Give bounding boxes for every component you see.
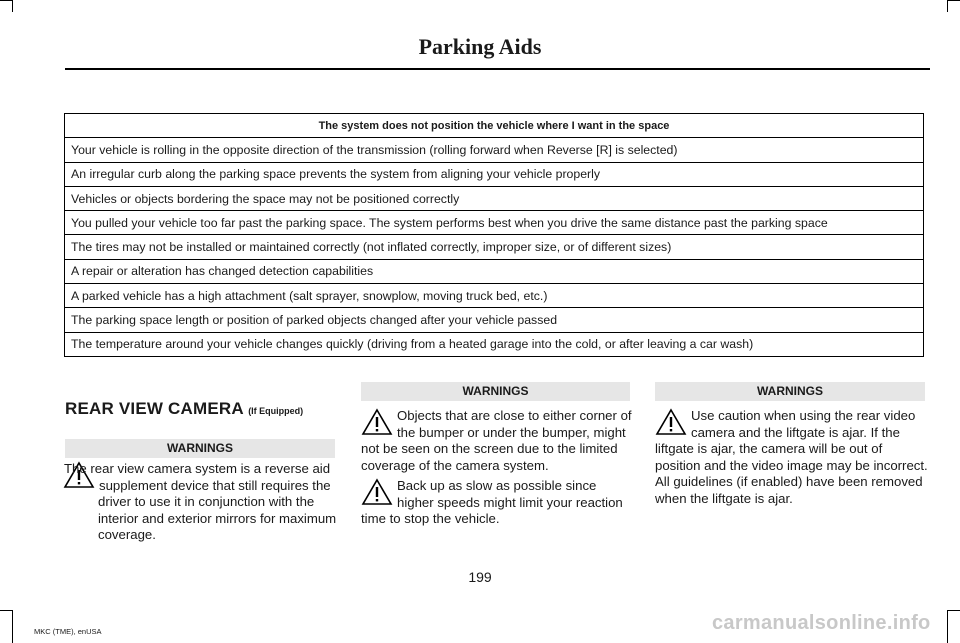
warning-text: Objects that are close to either corner of the bumper or under the bumper, might not be seen on the screen due to the limited coverage of the camera system. bbox=[361, 408, 632, 473]
table-row: Your vehicle is rolling in the opposite direction of the transmission (rolling forward when Reverse [R] is selected) bbox=[65, 138, 924, 162]
table-row: You pulled your vehicle too far past the parking space. The system performs best when you drive the same distance past the parking space bbox=[65, 211, 924, 235]
section-qualifier: (If Equipped) bbox=[248, 406, 304, 416]
table-row: The temperature around your vehicle changes quickly (driving from a heated garage into the cold, or after leaving a car wash) bbox=[65, 332, 924, 356]
table-row: A repair or alteration has changed detection capabilities bbox=[65, 259, 924, 283]
warnings-bar: WARNINGS bbox=[65, 439, 335, 458]
page-title: Parking Aids bbox=[418, 34, 542, 59]
document-id: MKC (TME), enUSA bbox=[34, 627, 102, 636]
warnings-bar: WARNINGS bbox=[655, 382, 925, 401]
warning-text: Use caution when using the rear video camera and the liftgate is ajar. If the liftgate is ajar, the camera will be out of position and the video image may be incorrect. All guidelines (if enabled) have been removed when the liftgate is ajar. bbox=[655, 408, 928, 506]
warning-triangle-icon bbox=[361, 408, 393, 436]
watermark: carmanualsonline.info bbox=[712, 612, 931, 634]
warning-paragraph bbox=[655, 408, 929, 508]
crop-mark bbox=[12, 0, 13, 12]
crop-mark bbox=[0, 0, 12, 1]
warning-text: Back up as slow as possible since higher speeds might limit your reaction time to stop the vehicle. bbox=[361, 478, 623, 527]
crop-mark bbox=[947, 610, 948, 643]
page-number: 199 bbox=[468, 569, 492, 585]
warning-text: The rear view camera system is a reverse aid supplement device that still requires the driver to use it in conjunction with the interior and exterior mirrors for maximum coverage. bbox=[64, 461, 337, 543]
warning-paragraph bbox=[361, 478, 633, 528]
table-heading: The system does not position the vehicle where I want in the space bbox=[65, 114, 924, 138]
section-title bbox=[65, 399, 303, 419]
crop-mark bbox=[0, 610, 12, 611]
crop-mark bbox=[947, 610, 960, 611]
crop-mark bbox=[947, 0, 960, 1]
warnings-bar: WARNINGS bbox=[361, 382, 630, 401]
table-row: The tires may not be installed or maintained correctly (not inflated correctly, improper size, or of different sizes) bbox=[65, 235, 924, 259]
table-row: Vehicles or objects bordering the space may not be positioned correctly bbox=[65, 186, 924, 210]
header-rule bbox=[65, 68, 930, 70]
table-row: The parking space length or position of parked objects changed after your vehicle passed bbox=[65, 308, 924, 332]
warning-triangle-icon bbox=[655, 408, 687, 436]
troubleshooting-table bbox=[64, 113, 924, 357]
table-row: A parked vehicle has a high attachment (salt sprayer, snowplow, moving truck bed, etc.) bbox=[65, 284, 924, 308]
table-row: An irregular curb along the parking space prevents the system from aligning your vehicle properly bbox=[65, 162, 924, 186]
crop-mark bbox=[12, 610, 13, 643]
warning-triangle-icon bbox=[361, 478, 393, 506]
section-title-text: REAR VIEW CAMERA bbox=[65, 399, 244, 418]
warning-paragraph bbox=[361, 408, 633, 474]
warning-paragraph bbox=[63, 461, 339, 544]
crop-mark bbox=[947, 0, 948, 12]
